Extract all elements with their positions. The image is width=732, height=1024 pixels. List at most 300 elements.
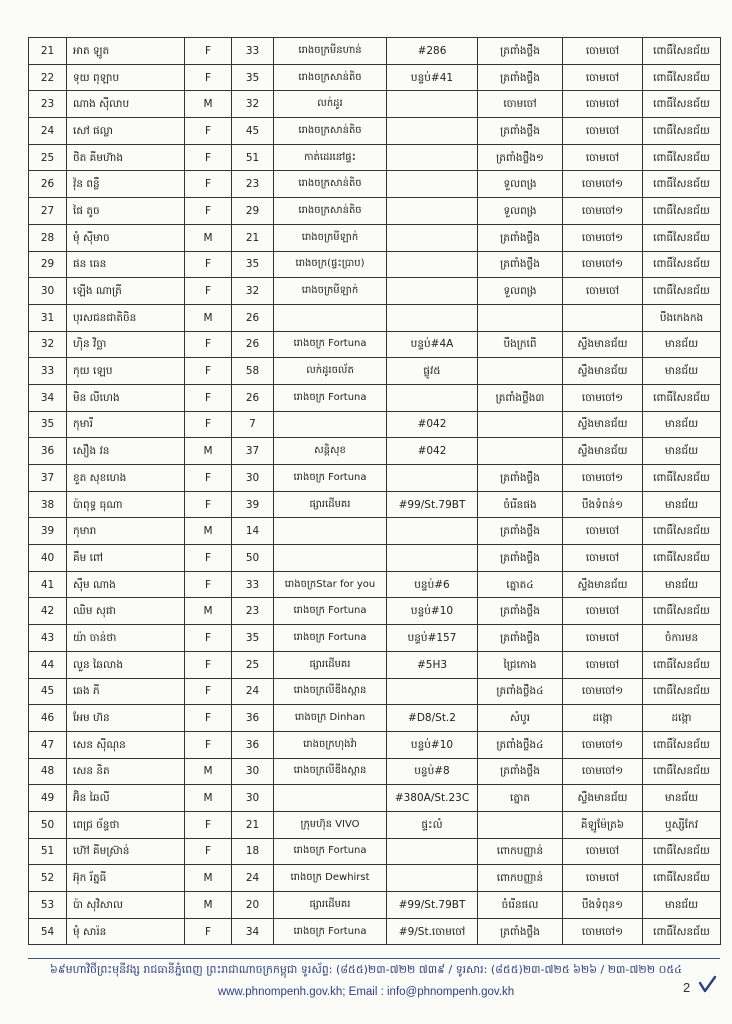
sex-cell: M xyxy=(185,785,232,812)
table-row xyxy=(29,118,721,145)
person-name: ហ៊ិន វិច្ឆា xyxy=(67,331,185,358)
address-cell: បន្ទប់#4A xyxy=(387,331,478,358)
address-cell: បន្ទប់#41 xyxy=(387,64,478,91)
village-cell: ចំរើនផង xyxy=(478,491,563,518)
row-number: 38 xyxy=(29,491,67,518)
age-cell: 35 xyxy=(232,64,274,91)
village-cell: ត្រពាំងថ្លឹង៤ xyxy=(478,678,563,705)
sex-cell: F xyxy=(185,705,232,732)
district-cell: ពោធិ៍សែនជ័យ xyxy=(643,224,721,251)
commune-cell: ស្ទឹងមានជ័យ xyxy=(563,438,643,465)
address-cell xyxy=(387,91,478,118)
district-cell: ពោធិ៍សែនជ័យ xyxy=(643,38,721,65)
age-cell: 26 xyxy=(232,304,274,331)
sex-cell: F xyxy=(185,491,232,518)
person-name: ថិត គីមហ៊ាង xyxy=(67,144,185,171)
table-row xyxy=(29,64,721,91)
age-cell: 7 xyxy=(232,411,274,438)
table-row xyxy=(29,758,721,785)
row-number: 36 xyxy=(29,438,67,465)
commune-cell: ចោមចៅ xyxy=(563,545,643,572)
table-row xyxy=(29,438,721,465)
patient-list-table xyxy=(28,37,721,945)
table-row xyxy=(29,465,721,492)
table-row xyxy=(29,278,721,305)
sex-cell: F xyxy=(185,198,232,225)
table-row xyxy=(29,224,721,251)
workplace-cell: ផ្សារដើមគរ xyxy=(274,491,387,518)
age-cell: 21 xyxy=(232,224,274,251)
sex-cell: M xyxy=(185,892,232,919)
village-cell: ចោមចៅ xyxy=(478,91,563,118)
workplace-cell: រោងចក្រ Fortuna xyxy=(274,625,387,652)
age-cell: 33 xyxy=(232,571,274,598)
commune-cell: ចោមចៅ xyxy=(563,38,643,65)
district-cell: ពោធិ៍សែនជ័យ xyxy=(643,118,721,145)
address-cell xyxy=(387,518,478,545)
address-cell xyxy=(387,304,478,331)
row-number: 47 xyxy=(29,731,67,758)
age-cell: 32 xyxy=(232,91,274,118)
sex-cell: M xyxy=(185,598,232,625)
person-name: លួន ឆៃលាង xyxy=(67,651,185,678)
person-name: ឆេង ភី xyxy=(67,678,185,705)
row-number: 21 xyxy=(29,38,67,65)
village-cell xyxy=(478,411,563,438)
commune-cell xyxy=(563,304,643,331)
table-row xyxy=(29,705,721,732)
commune-cell: ចោមចៅ xyxy=(563,838,643,865)
sex-cell: F xyxy=(185,64,232,91)
row-number: 34 xyxy=(29,384,67,411)
village-cell: ត្នោត៤ xyxy=(478,571,563,598)
workplace-cell: រោងចក្រ Fortuna xyxy=(274,598,387,625)
district-cell: ពោធិ៍សែនជ័យ xyxy=(643,198,721,225)
person-name: ខួត សុខហេង xyxy=(67,465,185,492)
sex-cell: F xyxy=(185,411,232,438)
row-number: 40 xyxy=(29,545,67,572)
table-row xyxy=(29,358,721,385)
village-cell: ត្រពាំងថ្លឹង xyxy=(478,118,563,145)
row-number: 53 xyxy=(29,892,67,919)
person-name: អ៊ិន ឆៃលី xyxy=(67,785,185,812)
address-cell: #286 xyxy=(387,38,478,65)
address-cell: #380A/St.23C xyxy=(387,785,478,812)
commune-cell: ស្ទឹងមានជ័យ xyxy=(563,785,643,812)
commune-cell: ចោមចៅ១ xyxy=(563,678,643,705)
row-number: 46 xyxy=(29,705,67,732)
table-row xyxy=(29,38,721,65)
address-cell xyxy=(387,545,478,572)
district-cell: ពោធិ៍សែនជ័យ xyxy=(643,865,721,892)
row-number: 30 xyxy=(29,278,67,305)
table-row xyxy=(29,331,721,358)
workplace-cell: រោងចក្រ Dewhirst xyxy=(274,865,387,892)
person-name: សេន ស៊ីណុន xyxy=(67,731,185,758)
commune-cell: ចោមចៅ១ xyxy=(563,171,643,198)
address-cell: បន្ទប់#157 xyxy=(387,625,478,652)
address-cell xyxy=(387,865,478,892)
commune-cell: ស្ទឹងមានជ័យ xyxy=(563,331,643,358)
table-row xyxy=(29,918,721,945)
row-number: 49 xyxy=(29,785,67,812)
commune-cell: ចោមចៅ១ xyxy=(563,198,643,225)
district-cell: ពោធិ៍សែនជ័យ xyxy=(643,838,721,865)
address-cell: បន្ទប់#6 xyxy=(387,571,478,598)
sex-cell: F xyxy=(185,545,232,572)
sex-cell: M xyxy=(185,224,232,251)
person-name: ឈិម សុផា xyxy=(67,598,185,625)
row-number: 43 xyxy=(29,625,67,652)
village-cell: ត្រពាំងថ្លឹង xyxy=(478,518,563,545)
district-cell: មានជ័យ xyxy=(643,331,721,358)
table-row xyxy=(29,651,721,678)
age-cell: 30 xyxy=(232,758,274,785)
district-cell: ពោធិ៍សែនជ័យ xyxy=(643,171,721,198)
address-cell xyxy=(387,838,478,865)
age-cell: 51 xyxy=(232,144,274,171)
commune-cell: ចោមចៅ xyxy=(563,651,643,678)
sex-cell: F xyxy=(185,118,232,145)
sex-cell: M xyxy=(185,758,232,785)
address-cell: #5H3 xyxy=(387,651,478,678)
table-row xyxy=(29,304,721,331)
sex-cell: F xyxy=(185,278,232,305)
sex-cell: F xyxy=(185,171,232,198)
village-cell: ត្រពាំងថ្លឹង xyxy=(478,465,563,492)
row-number: 48 xyxy=(29,758,67,785)
address-cell xyxy=(387,678,478,705)
district-cell: មានជ័យ xyxy=(643,491,721,518)
table-row xyxy=(29,144,721,171)
commune-cell: ចោមចៅ xyxy=(563,144,643,171)
age-cell: 45 xyxy=(232,118,274,145)
sex-cell: F xyxy=(185,918,232,945)
workplace-cell: រោងចក្រសាន់តិច xyxy=(274,64,387,91)
person-name: កុមារា xyxy=(67,518,185,545)
village-cell: ពោកបញ្ញាន់ xyxy=(478,865,563,892)
workplace-cell: រោងចក្រ Fortuna xyxy=(274,838,387,865)
person-name: ប៉ាពុទ្ធ ធុណា xyxy=(67,491,185,518)
address-cell xyxy=(387,384,478,411)
district-cell: ពោធិ៍សែនជ័យ xyxy=(643,144,721,171)
commune-cell: ចោមចៅ១ xyxy=(563,758,643,785)
workplace-cell: រោងចក្រសាន់តិច xyxy=(274,171,387,198)
person-name: អាត ឡូត xyxy=(67,38,185,65)
commune-cell: ស្ទឹងមានជ័យ xyxy=(563,411,643,438)
commune-cell: ចោមចៅ xyxy=(563,865,643,892)
address-cell: #042 xyxy=(387,411,478,438)
workplace-cell xyxy=(274,785,387,812)
person-name: ឡើង ណាត្រី xyxy=(67,278,185,305)
commune-cell: ស្ទឹងមានជ័យ xyxy=(563,571,643,598)
table-row xyxy=(29,384,721,411)
village-cell: ត្រពាំងថ្លឹង xyxy=(478,38,563,65)
age-cell: 23 xyxy=(232,598,274,625)
table-row xyxy=(29,892,721,919)
district-cell: មានជ័យ xyxy=(643,571,721,598)
village-cell xyxy=(478,304,563,331)
workplace-cell: រោងចក្រមីឡាក់ xyxy=(274,278,387,305)
commune-cell: ចោមចៅ១ xyxy=(563,384,643,411)
sex-cell: M xyxy=(185,865,232,892)
age-cell: 30 xyxy=(232,785,274,812)
person-name: វ៉ុន ពន្លឺ xyxy=(67,171,185,198)
district-cell: មានជ័យ xyxy=(643,785,721,812)
workplace-cell xyxy=(274,518,387,545)
sex-cell: F xyxy=(185,358,232,385)
age-cell: 24 xyxy=(232,865,274,892)
table-row xyxy=(29,598,721,625)
sex-cell: F xyxy=(185,571,232,598)
workplace-cell: រោងចក្រ Fortuna xyxy=(274,918,387,945)
address-cell: #9/St.ចោមចៅ xyxy=(387,918,478,945)
address-cell: #D8/St.2 xyxy=(387,705,478,732)
row-number: 24 xyxy=(29,118,67,145)
workplace-cell: រោងចក្រ Fortuna xyxy=(274,331,387,358)
row-number: 54 xyxy=(29,918,67,945)
district-cell: ពោធិ៍សែនជ័យ xyxy=(643,465,721,492)
commune-cell: បឹងទំពុន១ xyxy=(563,892,643,919)
person-name: កុមារី xyxy=(67,411,185,438)
district-cell: ពោធិ៍សែនជ័យ xyxy=(643,918,721,945)
age-cell: 34 xyxy=(232,918,274,945)
village-cell: ត្រពាំងថ្លឹង៣ xyxy=(478,384,563,411)
workplace-cell xyxy=(274,545,387,572)
table-row xyxy=(29,171,721,198)
village-cell: ចំរើនផល xyxy=(478,892,563,919)
footer-divider xyxy=(28,958,720,959)
person-name: មុំ សារ៉ន xyxy=(67,918,185,945)
district-cell: ពោធិ៍សែនជ័យ xyxy=(643,758,721,785)
district-cell: ពោធិ៍សែនជ័យ xyxy=(643,91,721,118)
workplace-cell: រោងចក្រStar for you xyxy=(274,571,387,598)
commune-cell: គីឡូម៉ែត្រ៦ xyxy=(563,811,643,838)
village-cell: ត្រពាំងថ្លឹង xyxy=(478,758,563,785)
workplace-cell xyxy=(274,304,387,331)
workplace-cell: រោងចក្រលីឌីងស្ពាន xyxy=(274,758,387,785)
village-cell: ត្រពាំងថ្លឹង១ xyxy=(478,144,563,171)
checkmark-icon xyxy=(697,974,717,994)
commune-cell: ស្ទឹងមានជ័យ xyxy=(563,358,643,385)
sex-cell: F xyxy=(185,465,232,492)
person-name: ទុយ ពុឡាប xyxy=(67,64,185,91)
sex-cell: F xyxy=(185,251,232,278)
table-row xyxy=(29,865,721,892)
table-row xyxy=(29,545,721,572)
commune-cell: ចោមចៅ xyxy=(563,64,643,91)
commune-cell: ចោមចៅ xyxy=(563,598,643,625)
person-name: ផៃ តូច xyxy=(67,198,185,225)
sex-cell: F xyxy=(185,731,232,758)
workplace-cell: រោងចក្រមីឡាក់ xyxy=(274,224,387,251)
age-cell: 26 xyxy=(232,384,274,411)
age-cell: 23 xyxy=(232,171,274,198)
village-cell: ត្រពាំងថ្លឹង xyxy=(478,598,563,625)
district-cell: ពោធិ៍សែនជ័យ xyxy=(643,518,721,545)
table-row xyxy=(29,518,721,545)
row-number: 27 xyxy=(29,198,67,225)
person-name: ហ៊ៅ គីមស្រ៊ាន់ xyxy=(67,838,185,865)
age-cell: 18 xyxy=(232,838,274,865)
person-name: មិន លីហេង xyxy=(67,384,185,411)
row-number: 29 xyxy=(29,251,67,278)
age-cell: 25 xyxy=(232,651,274,678)
address-cell: ផ្ទះលំ xyxy=(387,811,478,838)
person-name: គឹម ពៅ xyxy=(67,545,185,572)
sex-cell: M xyxy=(185,91,232,118)
village-cell: បឹងក្រពើ xyxy=(478,331,563,358)
row-number: 50 xyxy=(29,811,67,838)
sex-cell: F xyxy=(185,38,232,65)
row-number: 42 xyxy=(29,598,67,625)
commune-cell: ចោមចៅ xyxy=(563,118,643,145)
row-number: 25 xyxy=(29,144,67,171)
age-cell: 26 xyxy=(232,331,274,358)
row-number: 44 xyxy=(29,651,67,678)
address-cell xyxy=(387,198,478,225)
age-cell: 35 xyxy=(232,625,274,652)
district-cell: ចំការមន xyxy=(643,625,721,652)
sex-cell: F xyxy=(185,811,232,838)
village-cell xyxy=(478,811,563,838)
commune-cell: ចោមចៅ១ xyxy=(563,224,643,251)
village-cell: ទួលពង្រ xyxy=(478,278,563,305)
commune-cell: ចោមចៅ១ xyxy=(563,918,643,945)
commune-cell: ចោមចៅ xyxy=(563,518,643,545)
row-number: 28 xyxy=(29,224,67,251)
district-cell: ពោធិ៍សែនជ័យ xyxy=(643,651,721,678)
village-cell: ត្រពាំងថ្លឹង xyxy=(478,545,563,572)
address-cell: បន្ទប់#10 xyxy=(387,598,478,625)
village-cell: ត្រពាំងថ្លឹង xyxy=(478,251,563,278)
table-row xyxy=(29,785,721,812)
district-cell: ពោធិ៍សែនជ័យ xyxy=(643,64,721,91)
age-cell: 58 xyxy=(232,358,274,385)
address-cell: #042 xyxy=(387,438,478,465)
sex-cell: F xyxy=(185,331,232,358)
age-cell: 20 xyxy=(232,892,274,919)
address-cell xyxy=(387,251,478,278)
district-cell: ពោធិ៍សែនជ័យ xyxy=(643,731,721,758)
person-name: ផន ធេន xyxy=(67,251,185,278)
person-name: យ៉ា ចាន់ថា xyxy=(67,625,185,652)
district-cell: ពោធិ៍សែនជ័យ xyxy=(643,278,721,305)
person-name: សឿង វន xyxy=(67,438,185,465)
sex-cell: M xyxy=(185,438,232,465)
age-cell: 36 xyxy=(232,705,274,732)
sex-cell: F xyxy=(185,678,232,705)
workplace-cell: ផ្សារដើមគរ xyxy=(274,651,387,678)
village-cell: សំបូរ xyxy=(478,705,563,732)
address-cell: បន្ទប់#10 xyxy=(387,731,478,758)
table-row xyxy=(29,571,721,598)
address-cell xyxy=(387,171,478,198)
district-cell: ពោធិ៍សែនជ័យ xyxy=(643,598,721,625)
district-cell: មានជ័យ xyxy=(643,358,721,385)
table-row xyxy=(29,411,721,438)
workplace-cell: ផ្សារដើមគរ xyxy=(274,892,387,919)
person-name: ស៊ឹម ណាង xyxy=(67,571,185,598)
page-number: 2 xyxy=(683,980,691,995)
person-name: សៅ ផល្លា xyxy=(67,118,185,145)
age-cell: 37 xyxy=(232,438,274,465)
district-cell: ដង្កោ xyxy=(643,705,721,732)
workplace-cell: រោងចក្រមីនហាន់ xyxy=(274,38,387,65)
person-name: អ៊ុក រ័ត្នធី xyxy=(67,865,185,892)
age-cell: 21 xyxy=(232,811,274,838)
district-cell: មានជ័យ xyxy=(643,438,721,465)
row-number: 33 xyxy=(29,358,67,385)
person-name: ប៉ា សុវិសាល xyxy=(67,892,185,919)
person-name: អែម ហ៊ន xyxy=(67,705,185,732)
age-cell: 14 xyxy=(232,518,274,545)
village-cell: ត្រពាំងថ្លឹង៤ xyxy=(478,731,563,758)
age-cell: 32 xyxy=(232,278,274,305)
age-cell: 36 xyxy=(232,731,274,758)
row-number: 26 xyxy=(29,171,67,198)
sex-cell: F xyxy=(185,651,232,678)
district-cell: ពោធិ៍សែនជ័យ xyxy=(643,251,721,278)
workplace-cell: កាត់ដេរនៅផ្ទះ xyxy=(274,144,387,171)
commune-cell: ចោមចៅ១ xyxy=(563,465,643,492)
workplace-cell: រោងចក្រ Dinhan xyxy=(274,705,387,732)
village-cell xyxy=(478,438,563,465)
address-cell: #99/St.79BT xyxy=(387,892,478,919)
row-number: 45 xyxy=(29,678,67,705)
person-name: បុរសជនជាតិចិន xyxy=(67,304,185,331)
workplace-cell: រោងចក្រ(ផ្ទះប្រាប) xyxy=(274,251,387,278)
workplace-cell: លក់ដូរចល័ត xyxy=(274,358,387,385)
district-cell: បឹងកេងកង xyxy=(643,304,721,331)
village-cell: ទួលពង្រ xyxy=(478,198,563,225)
person-name: ណាង ស៊ីលាប xyxy=(67,91,185,118)
village-cell: ទួលពង្រ xyxy=(478,171,563,198)
workplace-cell: រោងចក្រលីឌីងស្ពាន xyxy=(274,678,387,705)
row-number: 35 xyxy=(29,411,67,438)
person-name: ពេជ្រ ច័ន្ទថា xyxy=(67,811,185,838)
table-row xyxy=(29,625,721,652)
address-cell xyxy=(387,465,478,492)
row-number: 37 xyxy=(29,465,67,492)
district-cell: មានជ័យ xyxy=(643,892,721,919)
sex-cell: F xyxy=(185,838,232,865)
age-cell: 39 xyxy=(232,491,274,518)
address-cell xyxy=(387,118,478,145)
village-cell: ត្រពាំងថ្លឹង xyxy=(478,224,563,251)
workplace-cell: រោងចក្រហុងវ៉ា xyxy=(274,731,387,758)
sex-cell: M xyxy=(185,518,232,545)
commune-cell: ចោមចៅ១ xyxy=(563,731,643,758)
age-cell: 24 xyxy=(232,678,274,705)
address-cell xyxy=(387,224,478,251)
address-cell xyxy=(387,144,478,171)
row-number: 51 xyxy=(29,838,67,865)
person-name: កុយ ឡេប xyxy=(67,358,185,385)
table-row xyxy=(29,251,721,278)
table-row xyxy=(29,91,721,118)
district-cell: ឬស្សីកែវ xyxy=(643,811,721,838)
footer-address: ៦៩មហាវិថីព្រះមុនីវង្ស រាជធានីភ្នំពេញ ព្រះរាជាណាចក្រកម្ពុជា ទូរស័ព្ទ: (៨៥៥)២៣-៧២២ ៧៣៩ / ទូរសារ: (៨៥៥)២៣-៧២៥ ៦២៦ / ២៣-៧២២ ០៥៤ xyxy=(50,963,682,976)
workplace-cell: លក់ដូរ xyxy=(274,91,387,118)
district-cell: ពោធិ៍សែនជ័យ xyxy=(643,678,721,705)
workplace-cell: សន្តិសុខ xyxy=(274,438,387,465)
district-cell: ពោធិ៍សែនជ័យ xyxy=(643,384,721,411)
sex-cell: F xyxy=(185,384,232,411)
row-number: 23 xyxy=(29,91,67,118)
table-row xyxy=(29,491,721,518)
village-cell: ត្រពាំងថ្លឹង xyxy=(478,625,563,652)
